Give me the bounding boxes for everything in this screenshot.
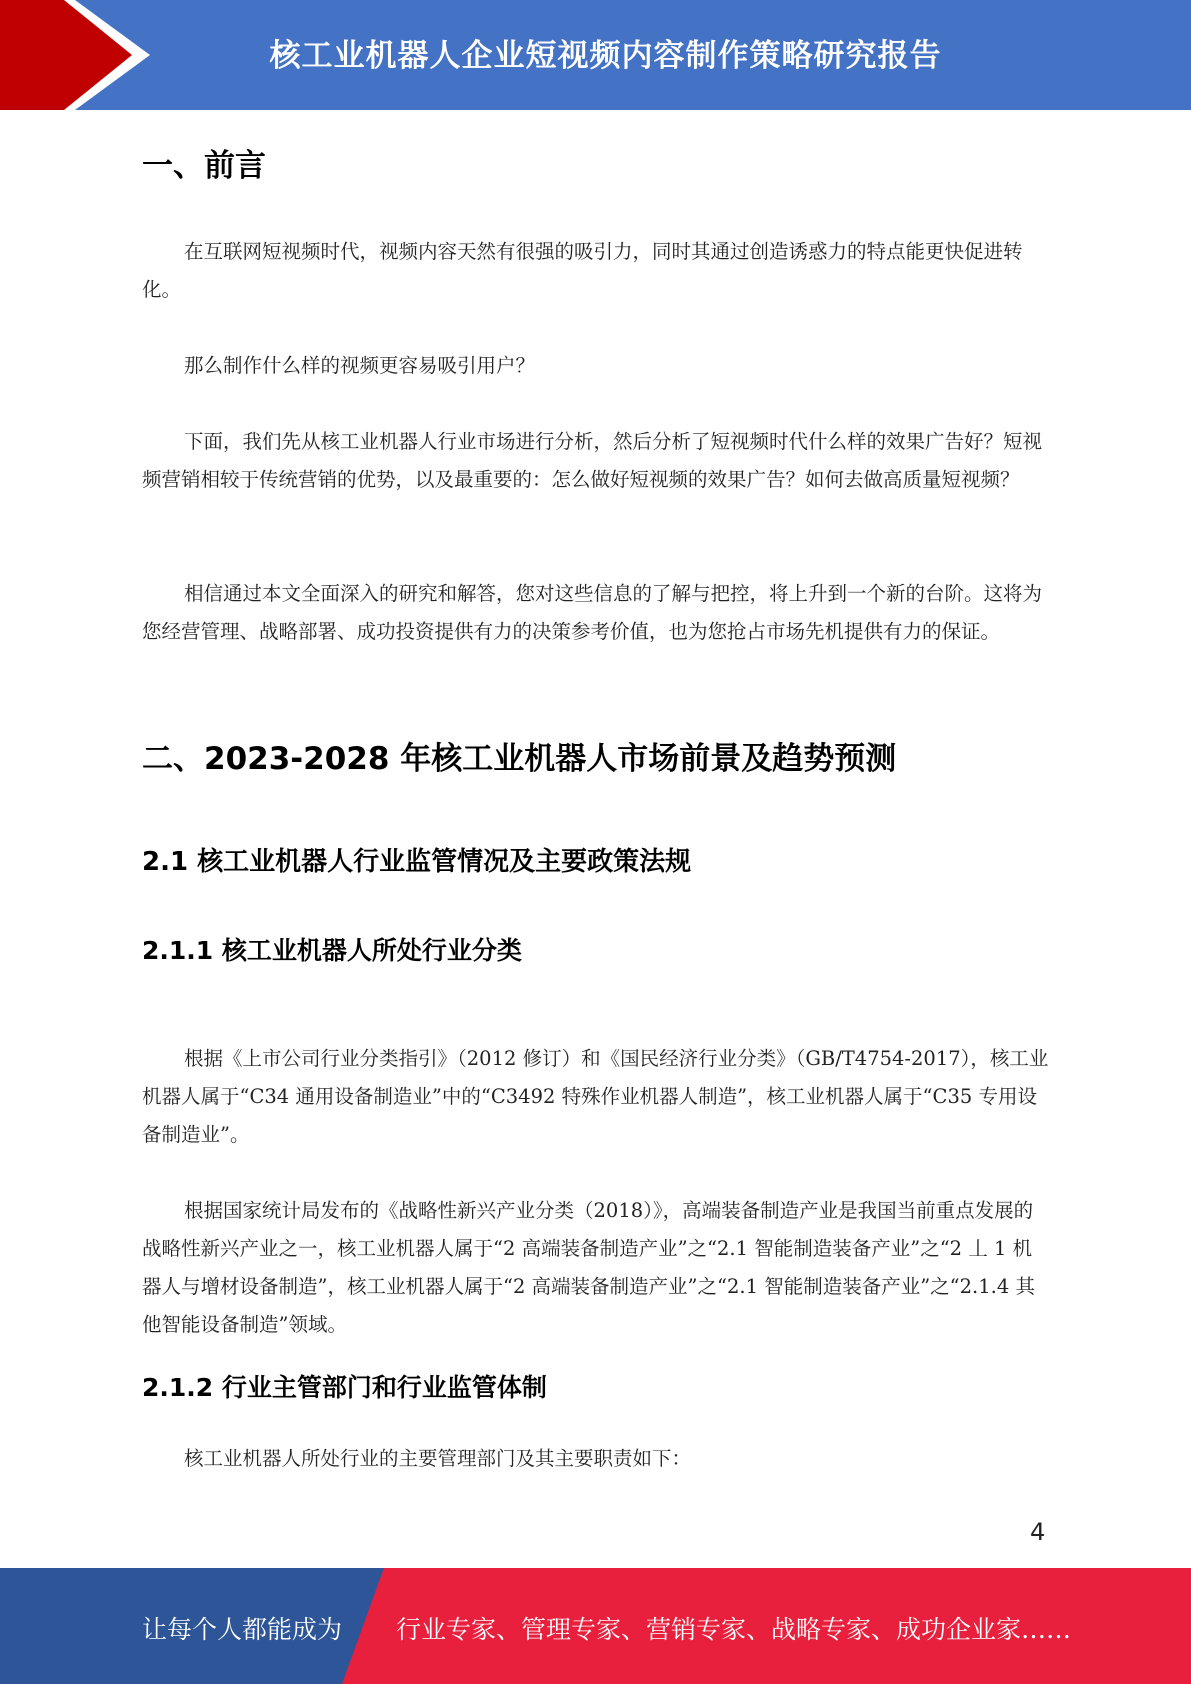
paragraph-value: 相信通过本文全面深入的研究和解答，您对这些信息的了解与把控，将上升到一个新的台阶。这将为您经营管理、战略部署、成功投资提供有力的决策参考价值，也为您抢占市场先机提供有力的保证。 (142, 582, 1043, 643)
section-title-preface: 一、前言 (142, 148, 266, 184)
subsubsection-title-authorities: 2.1.2 行业主管部门和行业监管体制 (142, 1373, 547, 1402)
footer-slogan: 让每个人都能成为 (142, 1615, 343, 1644)
paragraph-classification: 根据《上市公司行业分类指引》（2012 修订）和《国民经济行业分类》（GB/T4754-2017），核工业机器人属于“C34 通用设备制造业”中的“C3492 特殊作业机器人制造”，核工业机器人属于“C35 专用设备制造业”。 (142, 1047, 1049, 1146)
paragraph-strategic-industry: 根据国家统计局发布的《战略性新兴产业分类（2018）》，高端装备制造产业是我国当前重点发展的战略性新兴产业之一，核工业机器人属于“2 高端装备制造产业”之“2.1 智能制造装备产业”之“2 丄 1 机器人与增材设备制造”，核工业机器人属于“2 高端装备制造产业”之“2.1 智能制造装备产业”之“2.1.4 其他智能设备制造”领域。 (142, 1199, 1035, 1336)
subsection-title-regulation: 2.1 核工业机器人行业监管情况及主要政策法规 (142, 847, 692, 877)
paragraph-authorities: 核工业机器人所处行业的主要管理部门及其主要职责如下： (184, 1447, 692, 1470)
section-title-forecast: 二、2023-2028 年核工业机器人市场前景及趋势预测 (142, 741, 897, 777)
footer-banner (0, 1568, 1191, 1684)
paragraph-question: 那么制作什么样的视频更容易吸引用户？ (184, 354, 536, 377)
subsubsection-title-classification: 2.1.1 核工业机器人所处行业分类 (142, 936, 522, 965)
paragraph-intro: 在互联网短视频时代，视频内容天然有很强的吸引力，同时其通过创造诱惑力的特点能更快促进转化。 (142, 240, 1023, 301)
paragraph-outline: 下面，我们先从核工业机器人行业市场进行分析，然后分析了短视频时代什么样的效果广告好？短视频营销相较于传统营销的优势，以及最重要的：怎么做好短视频的效果广告？如何去做高质量短视频？ (142, 430, 1043, 491)
header-banner (0, 0, 1191, 110)
report-title: 核工业机器人企业短视频内容制作策略研究报告 (269, 38, 942, 74)
page-number: 4 (1030, 1518, 1046, 1546)
footer-roles: 行业专家、管理专家、营销专家、战略专家、成功企业家…… (396, 1615, 1072, 1644)
